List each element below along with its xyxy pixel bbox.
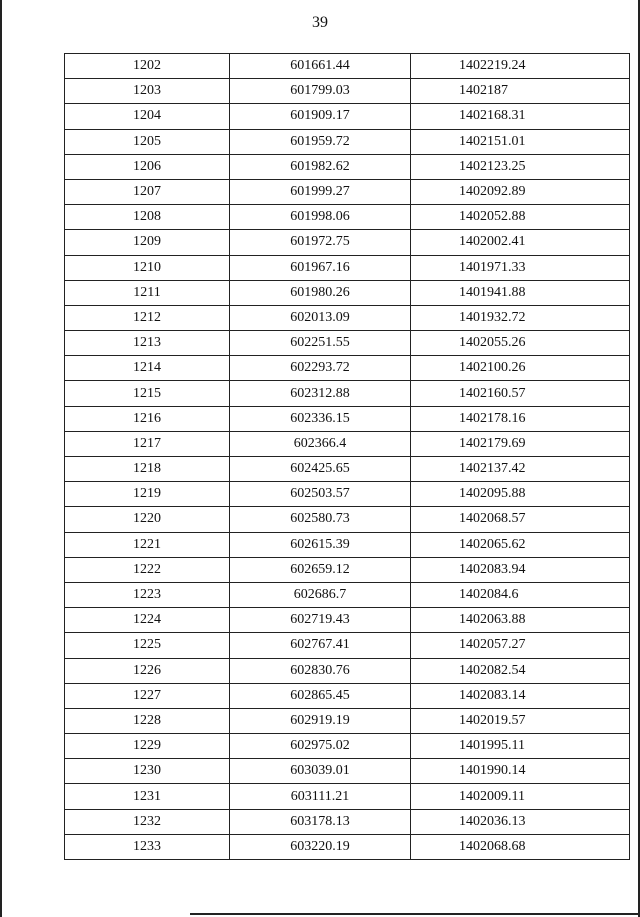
point-number-cell: 1224 [65, 608, 230, 633]
point-number-cell: 1209 [65, 230, 230, 255]
x-coordinate-cell: 602830.76 [230, 658, 411, 683]
y-coordinate-cell: 1402055.26 [411, 331, 630, 356]
x-coordinate-cell: 602580.73 [230, 507, 411, 532]
point-number-cell: 1216 [65, 406, 230, 431]
point-number-cell: 1232 [65, 809, 230, 834]
table-row [65, 431, 630, 456]
table-row [65, 457, 630, 482]
point-number-cell: 1204 [65, 104, 230, 129]
table-row [65, 205, 630, 230]
point-number-cell: 1212 [65, 305, 230, 330]
point-number-cell: 1214 [65, 356, 230, 381]
x-coordinate-cell: 602719.43 [230, 608, 411, 633]
point-number-cell: 1205 [65, 129, 230, 154]
x-coordinate-cell: 601959.72 [230, 129, 411, 154]
x-coordinate-cell: 601982.62 [230, 154, 411, 179]
y-coordinate-cell: 1402084.6 [411, 582, 630, 607]
x-coordinate-cell: 603220.19 [230, 834, 411, 859]
table-row [65, 54, 630, 79]
coordinate-table-body [65, 54, 630, 860]
table-row [65, 104, 630, 129]
table-row [65, 230, 630, 255]
x-coordinate-cell: 602366.4 [230, 431, 411, 456]
y-coordinate-cell: 1402151.01 [411, 129, 630, 154]
point-number-cell: 1227 [65, 683, 230, 708]
y-coordinate-cell: 1402068.68 [411, 834, 630, 859]
point-number-cell: 1215 [65, 381, 230, 406]
table-row [65, 356, 630, 381]
x-coordinate-cell: 603039.01 [230, 759, 411, 784]
point-number-cell: 1207 [65, 179, 230, 204]
table-row [65, 129, 630, 154]
table-row [65, 759, 630, 784]
x-coordinate-cell: 602919.19 [230, 708, 411, 733]
y-coordinate-cell: 1402065.62 [411, 532, 630, 557]
x-coordinate-cell: 603111.21 [230, 784, 411, 809]
y-coordinate-cell: 1402100.26 [411, 356, 630, 381]
y-coordinate-cell: 1402036.13 [411, 809, 630, 834]
y-coordinate-cell: 1402052.88 [411, 205, 630, 230]
point-number-cell: 1211 [65, 280, 230, 305]
table-row [65, 708, 630, 733]
point-number-cell: 1225 [65, 633, 230, 658]
table-row [65, 809, 630, 834]
y-coordinate-cell: 1402019.57 [411, 708, 630, 733]
table-row [65, 179, 630, 204]
point-number-cell: 1230 [65, 759, 230, 784]
table-row [65, 305, 630, 330]
x-coordinate-cell: 602293.72 [230, 356, 411, 381]
point-number-cell: 1210 [65, 255, 230, 280]
table-row [65, 608, 630, 633]
table-row [65, 507, 630, 532]
y-coordinate-cell: 1401932.72 [411, 305, 630, 330]
table-row [65, 582, 630, 607]
table-row [65, 734, 630, 759]
table-row [65, 406, 630, 431]
x-coordinate-cell: 602312.88 [230, 381, 411, 406]
y-coordinate-cell: 1401971.33 [411, 255, 630, 280]
y-coordinate-cell: 1402179.69 [411, 431, 630, 456]
x-coordinate-cell: 601998.06 [230, 205, 411, 230]
x-coordinate-cell: 602336.15 [230, 406, 411, 431]
table-row [65, 784, 630, 809]
table-row [65, 331, 630, 356]
y-coordinate-cell: 1402178.16 [411, 406, 630, 431]
x-coordinate-cell: 601980.26 [230, 280, 411, 305]
y-coordinate-cell: 1402009.11 [411, 784, 630, 809]
x-coordinate-cell: 602659.12 [230, 557, 411, 582]
y-coordinate-cell: 1402137.42 [411, 457, 630, 482]
x-coordinate-cell: 602425.65 [230, 457, 411, 482]
y-coordinate-cell: 1402092.89 [411, 179, 630, 204]
table-row [65, 834, 630, 859]
x-coordinate-cell: 602503.57 [230, 482, 411, 507]
y-coordinate-cell: 1402057.27 [411, 633, 630, 658]
point-number-cell: 1220 [65, 507, 230, 532]
table-row [65, 658, 630, 683]
point-number-cell: 1202 [65, 54, 230, 79]
point-number-cell: 1233 [65, 834, 230, 859]
x-coordinate-cell: 602975.02 [230, 734, 411, 759]
x-coordinate-cell: 601967.16 [230, 255, 411, 280]
y-coordinate-cell: 1402083.14 [411, 683, 630, 708]
table-row [65, 683, 630, 708]
point-number-cell: 1208 [65, 205, 230, 230]
point-number-cell: 1222 [65, 557, 230, 582]
scan-edge-bottom [190, 913, 640, 915]
y-coordinate-cell: 1402082.54 [411, 658, 630, 683]
y-coordinate-cell: 1402187 [411, 79, 630, 104]
point-number-cell: 1217 [65, 431, 230, 456]
table-row [65, 255, 630, 280]
x-coordinate-cell: 602767.41 [230, 633, 411, 658]
y-coordinate-cell: 1402168.31 [411, 104, 630, 129]
y-coordinate-cell: 1402219.24 [411, 54, 630, 79]
x-coordinate-cell: 601972.75 [230, 230, 411, 255]
y-coordinate-cell: 1401995.11 [411, 734, 630, 759]
point-number-cell: 1219 [65, 482, 230, 507]
table-row [65, 280, 630, 305]
x-coordinate-cell: 601661.44 [230, 54, 411, 79]
x-coordinate-cell: 603178.13 [230, 809, 411, 834]
page-number: 39 [312, 14, 328, 31]
point-number-cell: 1228 [65, 708, 230, 733]
point-number-cell: 1203 [65, 79, 230, 104]
y-coordinate-cell: 1401941.88 [411, 280, 630, 305]
coordinate-table [64, 53, 630, 860]
y-coordinate-cell: 1402068.57 [411, 507, 630, 532]
x-coordinate-cell: 602615.39 [230, 532, 411, 557]
scan-edge-left [0, 0, 2, 917]
table-row [65, 532, 630, 557]
y-coordinate-cell: 1402002.41 [411, 230, 630, 255]
point-number-cell: 1226 [65, 658, 230, 683]
point-number-cell: 1221 [65, 532, 230, 557]
y-coordinate-cell: 1401990.14 [411, 759, 630, 784]
x-coordinate-cell: 601909.17 [230, 104, 411, 129]
table-row [65, 79, 630, 104]
point-number-cell: 1213 [65, 331, 230, 356]
table-row [65, 482, 630, 507]
y-coordinate-cell: 1402123.25 [411, 154, 630, 179]
point-number-cell: 1218 [65, 457, 230, 482]
y-coordinate-cell: 1402160.57 [411, 381, 630, 406]
point-number-cell: 1223 [65, 582, 230, 607]
y-coordinate-cell: 1402063.88 [411, 608, 630, 633]
table-row [65, 633, 630, 658]
table-row [65, 381, 630, 406]
point-number-cell: 1231 [65, 784, 230, 809]
point-number-cell: 1206 [65, 154, 230, 179]
x-coordinate-cell: 601999.27 [230, 179, 411, 204]
y-coordinate-cell: 1402083.94 [411, 557, 630, 582]
x-coordinate-cell: 602865.45 [230, 683, 411, 708]
point-number-cell: 1229 [65, 734, 230, 759]
x-coordinate-cell: 602686.7 [230, 582, 411, 607]
table-row [65, 557, 630, 582]
y-coordinate-cell: 1402095.88 [411, 482, 630, 507]
x-coordinate-cell: 601799.03 [230, 79, 411, 104]
table-row [65, 154, 630, 179]
x-coordinate-cell: 602013.09 [230, 305, 411, 330]
x-coordinate-cell: 602251.55 [230, 331, 411, 356]
